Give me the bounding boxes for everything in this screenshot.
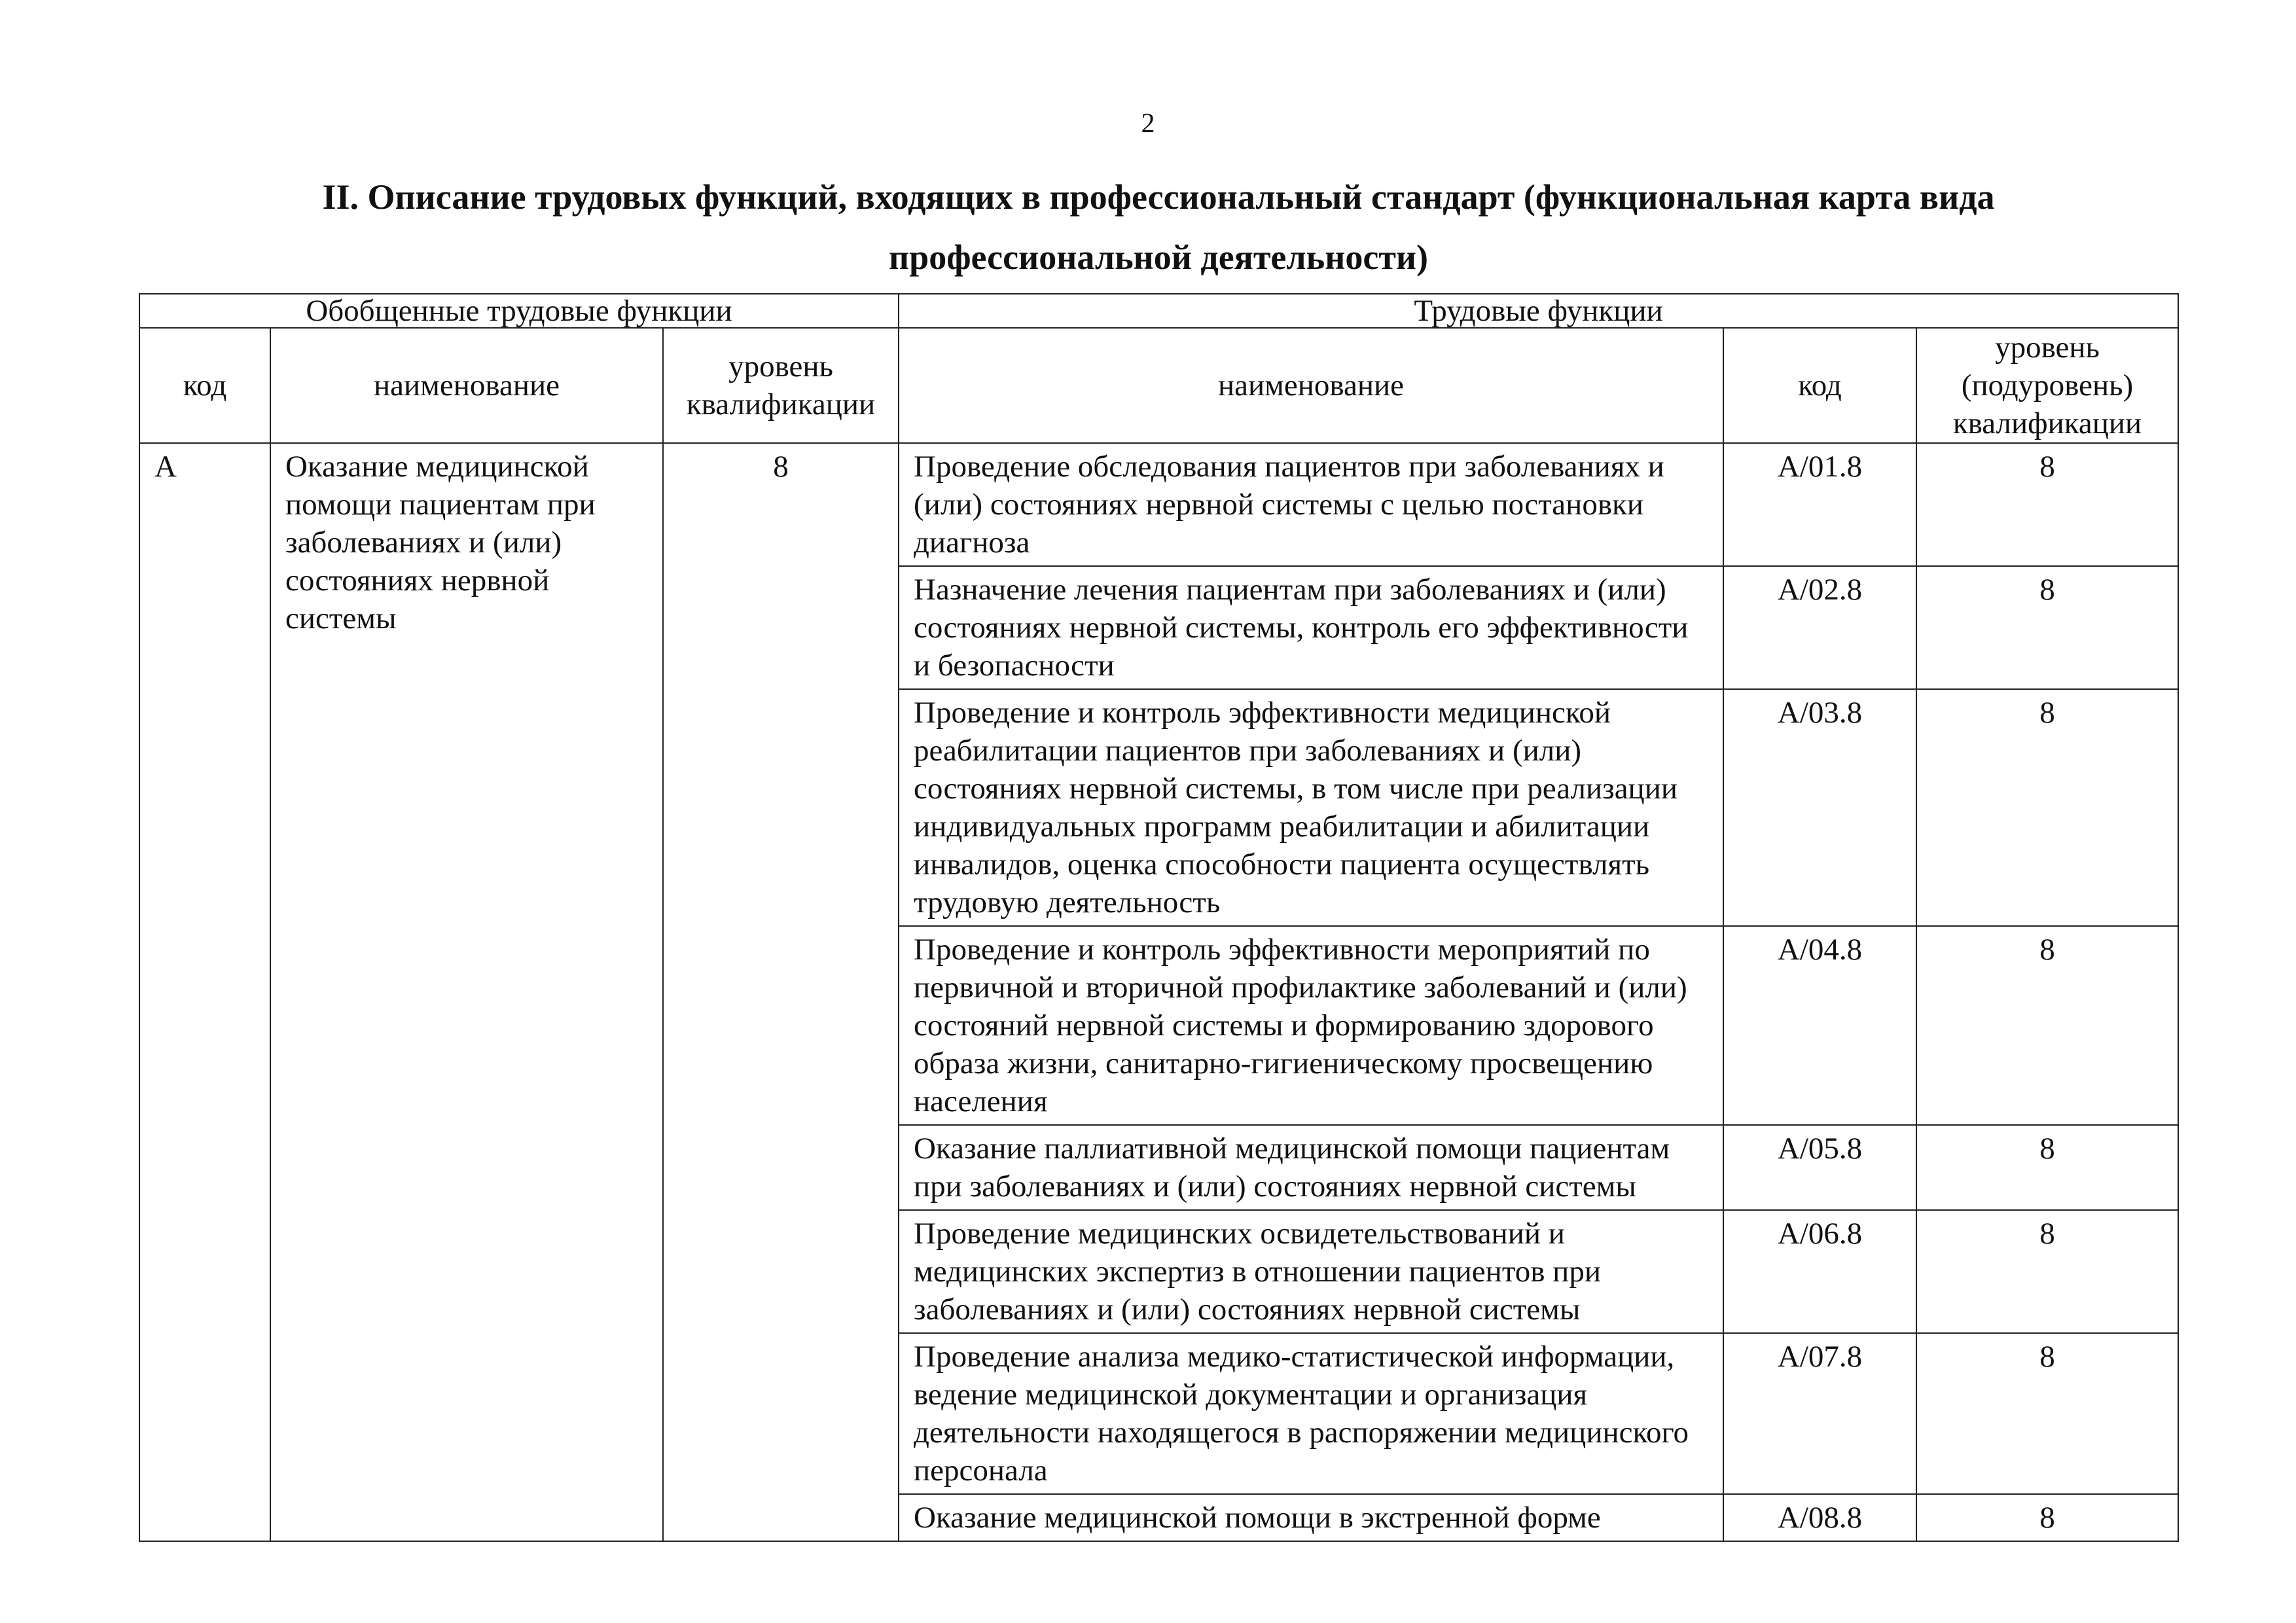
tf-level-cell: 8 [1916, 1333, 2178, 1494]
tf-name-cell: Проведение и контроль эффективности мероприятий по первичной и вторичной профилактике заболеваний и (или) состояний нервной системы и формированию здорового образа жизни, санитарно-гигиеническому просвещению населения [899, 926, 1723, 1125]
tf-level-header: уровень (подуровень) квалификации [1916, 328, 2178, 443]
tf-level-cell: 8 [1916, 443, 2178, 566]
gf-name-header: наименование [270, 328, 663, 443]
tf-name-header: наименование [899, 328, 1723, 443]
tf-code-cell: A/04.8 [1723, 926, 1916, 1125]
tf-code-cell: A/02.8 [1723, 566, 1916, 689]
tf-code-header: код [1723, 328, 1916, 443]
gf-code-cell: А [139, 443, 270, 1541]
tf-level-cell: 8 [1916, 926, 2178, 1125]
tf-code-cell: A/03.8 [1723, 689, 1916, 926]
tf-name-cell: Проведение и контроль эффективности медицинской реабилитации пациентов при заболеваниях и (или) состояниях нервной системы, в том числе при реализации индивидуальных программ реабилитации и абилитации инвалидов, оценка способности пациента осуществлять трудовую деятельность [899, 689, 1723, 926]
tf-name-cell: Назначение лечения пациентам при заболеваниях и (или) состояниях нервной системы, контроль его эффективности и безопасности [899, 566, 1723, 689]
gf-level-header: уровень квалификации [663, 328, 899, 443]
tf-name-cell: Проведение анализа медико-статистической информации, ведение медицинской документации и организация деятельности находящегося в распоряжении медицинского персонала [899, 1333, 1723, 1494]
gf-name-cell: Оказание медицинской помощи пациентам при заболеваниях и (или) состояниях нервной системы [270, 443, 663, 1541]
tf-name-cell: Проведение медицинских освидетельствований и медицинских экспертиз в отношении пациентов при заболеваниях и (или) состояниях нервной системы [899, 1210, 1723, 1333]
labor-functions-header: Трудовые функции [899, 294, 2178, 328]
tf-name-cell: Оказание паллиативной медицинской помощи пациентам при заболеваниях и (или) состояниях нервной системы [899, 1125, 1723, 1210]
tf-level-cell: 8 [1916, 689, 2178, 926]
tf-name-cell: Проведение обследования пациентов при заболеваниях и (или) состояниях нервной системы с целью постановки диагноза [899, 443, 1723, 566]
tf-level-cell: 8 [1916, 566, 2178, 689]
group-header-row [139, 294, 2178, 328]
tf-level-cell: 8 [1916, 1494, 2178, 1541]
tf-code-cell: A/06.8 [1723, 1210, 1916, 1333]
page-number: 2 [1141, 109, 1155, 139]
tf-code-cell: A/01.8 [1723, 443, 1916, 566]
section-title: II. Описание трудовых функций, входящих в профессиональный стандарт (функциональная карта вида профессиональной деятельности) [322, 177, 1995, 277]
gf-level-cell: 8 [663, 443, 899, 1541]
gf-code-header: код [139, 328, 270, 443]
column-header-row [139, 328, 2178, 443]
tf-code-cell: A/08.8 [1723, 1494, 1916, 1541]
table-row [139, 443, 2178, 566]
tf-code-cell: A/05.8 [1723, 1125, 1916, 1210]
tf-level-cell: 8 [1916, 1125, 2178, 1210]
tf-code-cell: A/07.8 [1723, 1333, 1916, 1494]
tf-level-cell: 8 [1916, 1210, 2178, 1333]
functional-map-table [139, 293, 2179, 1542]
tf-name-cell: Оказание медицинской помощи в экстренной форме [899, 1494, 1723, 1541]
generalized-functions-header: Обобщенные трудовые функции [139, 294, 899, 328]
